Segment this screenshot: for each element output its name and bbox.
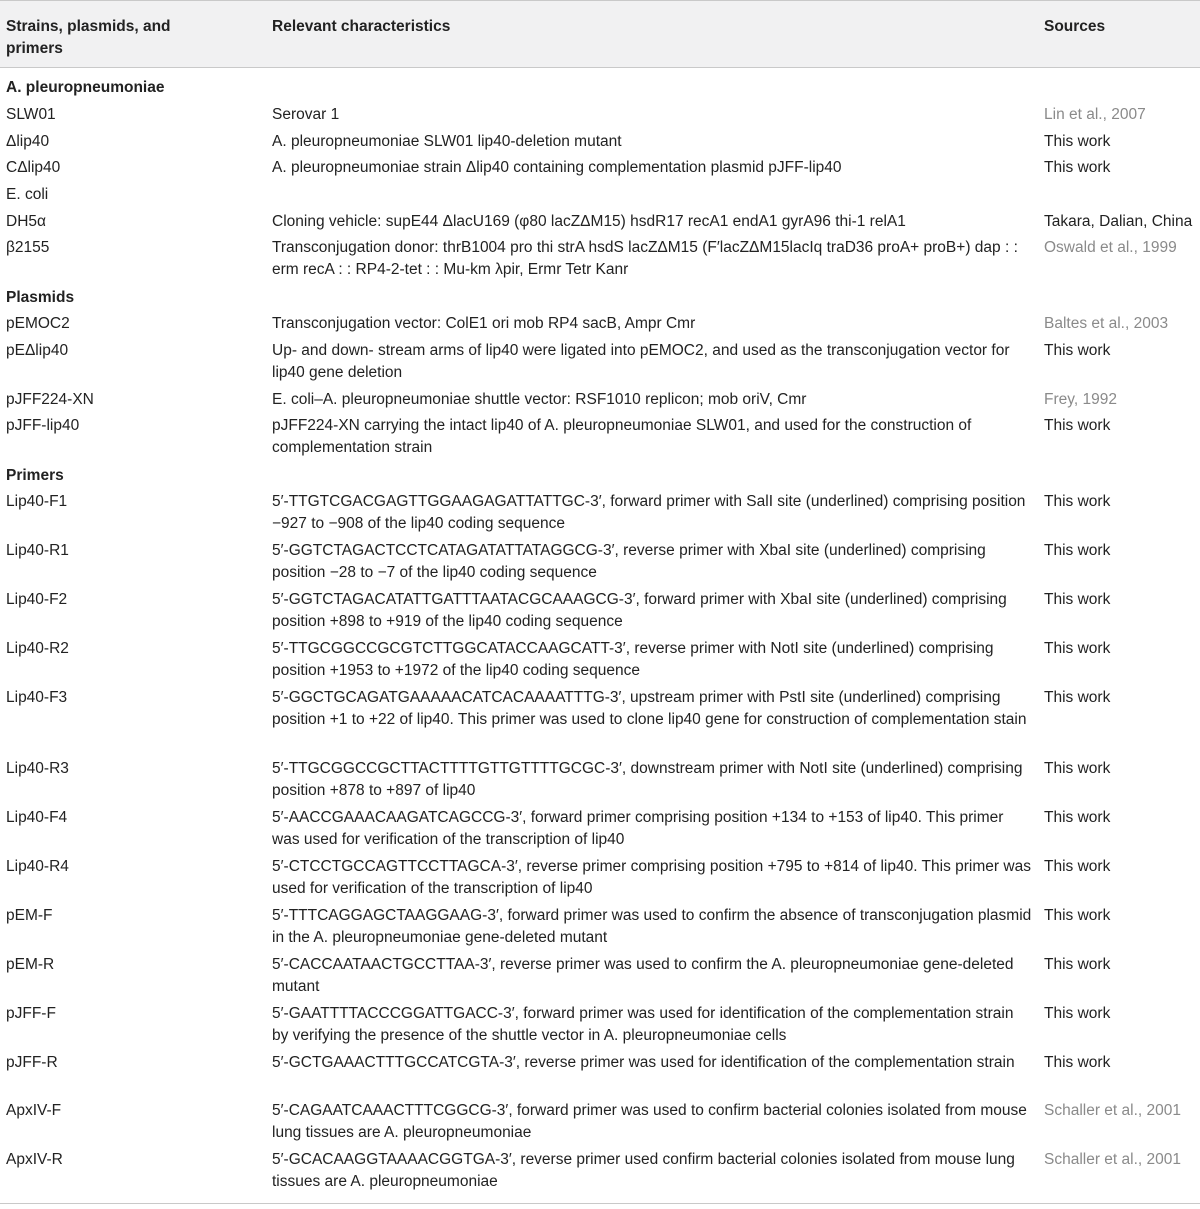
row-name: pEM-R	[6, 956, 55, 973]
row-source: This work	[1044, 640, 1111, 657]
row-characteristics: 5′-GGTCTAGACATATTGATTTAATACGCAAAGCG-3′, forward primer with XbaI site (underlined) comprising position +898 to +919 of the lip40 coding sequence	[272, 591, 1007, 630]
row-characteristics: Up- and down- stream arms of lip40 were ligated into pEMOC2, and used as the transconjugation vector for lip40 gene deletion	[272, 342, 1010, 381]
row-source: Schaller et al., 2001	[1044, 1151, 1182, 1168]
row-name: pJFF-R	[6, 1054, 58, 1071]
row-characteristics: 5′-TTTCAGGAGCTAAGGAAG-3′, forward primer was used to confirm the absence of transconjugation plasmid in the A. pleuropneumoniae gene-deleted mutant	[272, 907, 1032, 946]
row-name: pEΔlip40	[6, 342, 69, 359]
row-source: This work	[1044, 907, 1111, 924]
row-source: Frey, 1992	[1044, 391, 1117, 408]
row-characteristics: 5′-GGTCTAGACTCCTCATAGATATTATAGGCG-3′, reverse primer with XbaI site (underlined) comprising position −28 to −7 of the lip40 coding sequence	[272, 542, 986, 581]
row-name: DH5α	[6, 213, 46, 230]
row-characteristics: 5′-CACCAATAACTGCCTTAA-3′, reverse primer was used to confirm the A. pleuropneumoniae gene-deleted mutant	[272, 956, 1014, 995]
row-name: Lip40-R4	[6, 858, 69, 875]
section-title: Plasmids	[6, 289, 75, 306]
row-characteristics: A. pleuropneumoniae strain Δlip40 containing complementation plasmid pJFF-lip40	[272, 159, 842, 176]
row-name: pJFF-lip40	[6, 417, 80, 434]
row-name: ApxIV-F	[6, 1102, 62, 1119]
row-name: pJFF224-XN	[6, 391, 94, 408]
row-name: pJFF-F	[6, 1005, 56, 1022]
row-source: This work	[1044, 342, 1111, 359]
row-characteristics: 5′-CAGAATCAAACTTTCGGCG-3′, forward primer was used to confirm bacterial colonies isolated from mouse lung tissues are A. pleuropneumoniae	[272, 1102, 1027, 1141]
row-name: Lip40-R2	[6, 640, 69, 657]
row-source: Lin et al., 2007	[1044, 106, 1146, 123]
header-col-sources: Sources	[1044, 18, 1106, 35]
row-name: β2155	[6, 239, 50, 256]
row-characteristics: 5′-AACCGAAACAAGATCAGCCG-3′, forward primer comprising position +134 to +153 of lip40. This primer was used for verification of the transcription of lip40	[272, 809, 1004, 848]
header-col-strains: Strains, plasmids, and primers	[6, 18, 171, 57]
row-characteristics: 5′-GGCTGCAGATGAAAAACATCACAAAATTTG-3′, upstream primer with PstI site (underlined) comprising position +1 to +22 of lip40. This primer was used to clone lip40 gene for construction of complementation stain	[272, 689, 1027, 728]
row-name: Lip40-R3	[6, 760, 69, 777]
row-characteristics: 5′-TTGTCGACGAGTTGGAAGAGATTATTGC-3′, forward primer with SalI site (underlined) comprising position −927 to −908 of the lip40 coding sequence	[272, 493, 1026, 532]
row-name: SLW01	[6, 106, 56, 123]
row-source: This work	[1044, 591, 1111, 608]
row-name: Lip40-F2	[6, 591, 68, 608]
row-source: This work	[1044, 493, 1111, 510]
row-source: This work	[1044, 689, 1111, 706]
row-name: Lip40-F1	[6, 493, 68, 510]
row-name: Lip40-F4	[6, 809, 68, 826]
row-source: This work	[1044, 809, 1111, 826]
row-characteristics: Serovar 1	[272, 106, 340, 123]
row-name: Δlip40	[6, 133, 50, 150]
row-name: E. coli	[6, 186, 49, 203]
row-characteristics: 5′-TTGCGGCCGCTTACTTTTGTTGTTTTGCGC-3′, downstream primer with NotI site (underlined) comprising position +878 to +897 of lip40	[272, 760, 1023, 799]
row-name: Lip40-F3	[6, 689, 68, 706]
row-source: This work	[1044, 1054, 1111, 1071]
row-source: Schaller et al., 2001	[1044, 1102, 1182, 1119]
row-name: pEM-F	[6, 907, 53, 924]
row-characteristics: Transconjugation donor: thrB1004 pro thi strA hsdS lacZΔM15 (F′lacZΔM15lacIq traD36 proA+ proB+) dap : : erm recA : : RP4-2-tet : : Mu-km λpir, Ermr Tetr Kanr	[272, 239, 1018, 278]
row-characteristics: pJFF224-XN carrying the intact lip40 of A. pleuropneumoniae SLW01, and used for the construction of complementation strain	[272, 417, 972, 456]
row-source: This work	[1044, 133, 1111, 150]
row-characteristics: 5′-GCACAAGGTAAAACGGTGA-3′, reverse primer used confirm bacterial colonies isolated from mouse lung tissues are A. pleuropneumoniae	[272, 1151, 1015, 1190]
row-source: Baltes et al., 2003	[1044, 315, 1169, 332]
row-characteristics: 5′-TTGCGGCCGCGTCTTGGCATACCAAGCATT-3′, reverse primer with NotI site (underlined) comprising position +1953 to +1972 of the lip40 coding sequence	[272, 640, 994, 679]
row-name: CΔlip40	[6, 159, 61, 176]
row-source: Takara, Dalian, China	[1044, 213, 1193, 230]
row-source: This work	[1044, 760, 1111, 777]
row-characteristics: Transconjugation vector: ColE1 ori mob RP4 sacB, Ampr Cmr	[272, 315, 696, 332]
header-col-characteristics: Relevant characteristics	[272, 18, 451, 35]
row-name: pEMOC2	[6, 315, 70, 332]
row-source: This work	[1044, 417, 1111, 434]
row-source: This work	[1044, 542, 1111, 559]
row-characteristics: 5′-GAATTTTACCCGGATTGACC-3′, forward primer was used for identification of the complementation strain by verifying the presence of the shuttle vector in A. pleuropneumoniae cells	[272, 1005, 1014, 1044]
row-source: This work	[1044, 956, 1111, 973]
row-source: Oswald et al., 1999	[1044, 239, 1177, 256]
table-header	[0, 0, 1200, 68]
section-title: Primers	[6, 467, 64, 484]
row-name: ApxIV-R	[6, 1151, 63, 1168]
row-source: This work	[1044, 159, 1111, 176]
row-characteristics: 5′-CTCCTGCCAGTTCCTTAGCA-3′, reverse primer comprising position +795 to +814 of lip40. This primer was used for verification of the transcription of lip40	[272, 858, 1031, 897]
row-characteristics: E. coli–A. pleuropneumoniae shuttle vector: RSF1010 replicon; mob oriV, Cmr	[272, 391, 807, 408]
row-characteristics: Cloning vehicle: supE44 ΔlacU169 (φ80 lacZΔM15) hsdR17 recA1 endA1 gyrA96 thi-1 relA1	[272, 213, 906, 230]
table-bottom-rule	[0, 1203, 1200, 1204]
row-characteristics: 5′-GCTGAAACTTTGCCATCGTA-3′, reverse primer was used for identification of the complementation strain	[272, 1054, 1015, 1071]
row-source: This work	[1044, 858, 1111, 875]
row-source: This work	[1044, 1005, 1111, 1022]
section-title: A. pleuropneumoniae	[6, 79, 165, 96]
row-name: Lip40-R1	[6, 542, 69, 559]
row-characteristics: A. pleuropneumoniae SLW01 lip40-deletion mutant	[272, 133, 622, 150]
